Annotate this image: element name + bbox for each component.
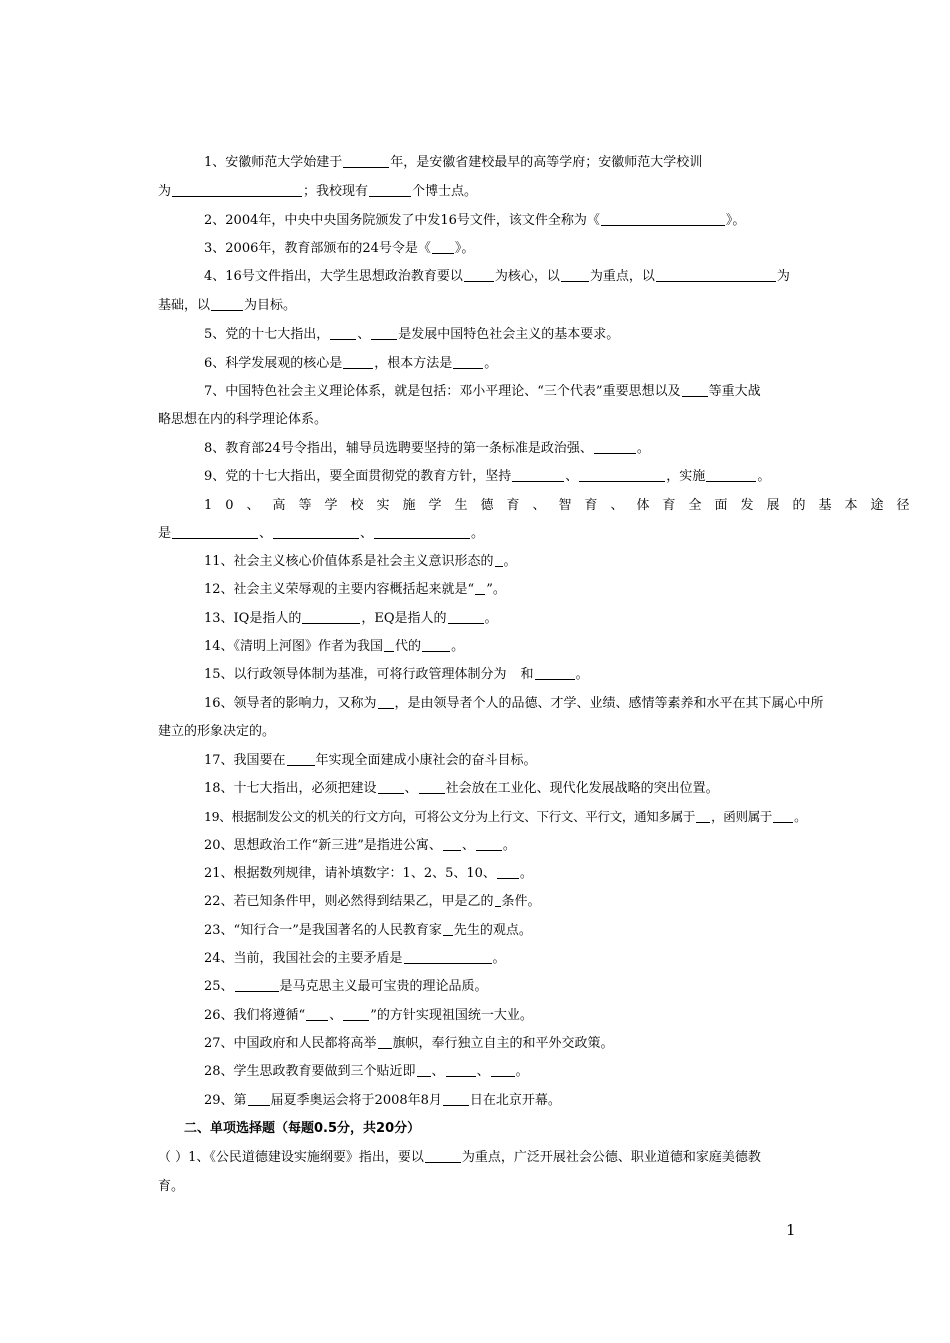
- question-21: 21、根据数列规律，请补填数字：1、2、5、10、 。: [204, 866, 533, 881]
- question-2: 2、2004年，中央中央国务院颁发了中发16号文件，该文件全称为《 》。: [204, 213, 746, 228]
- question-1-line1: 1、安徽师范大学始建于 年，是安徽省建校最早的高等学府；安徽师范大学校训: [204, 155, 703, 170]
- answer-blank: [443, 1096, 469, 1106]
- answer-blank: [306, 1011, 328, 1021]
- page-number: 1: [786, 1221, 796, 1239]
- answer-blank: [432, 244, 454, 254]
- mc-question-1-line1: （ ）1、《公民道德建设实施纲要》指出，要以 为重点，广泛开展社会公德、职业道德和家庭美德教: [158, 1150, 761, 1165]
- question-29: 29、第 届夏季奥运会将于2008年8月 日在北京开幕。: [204, 1093, 561, 1108]
- answer-blank: [235, 982, 279, 992]
- answer-blank: [475, 585, 485, 595]
- answer-blank: [682, 387, 708, 397]
- question-28: 28、学生思政教育要做到三个贴近即 、 、 。: [204, 1064, 529, 1079]
- question-15: 15、以行政领导体制为基准，可将行政管理体制分为 和 。: [204, 667, 589, 682]
- answer-blank: [287, 756, 315, 766]
- question-6: 6、科学发展观的核心是 ，根本方法是 。: [204, 356, 498, 371]
- answer-blank: [330, 330, 356, 340]
- question-10-line2: 是 、 、 。: [158, 526, 485, 541]
- answer-blank: [374, 529, 470, 539]
- answer-blank: [371, 330, 397, 340]
- question-22: 22、若已知条件甲，则必然得到结果乙，甲是乙的 条件。: [204, 894, 541, 909]
- answer-blank: [369, 187, 411, 197]
- answer-blank: [495, 897, 501, 907]
- question-7-line1: 7、中国特色社会主义理论体系，就是包括：邓小平理论、“三个代表”重要思想以及 等重大战: [204, 384, 761, 399]
- question-4-line1: 4、16号文件指出，大学生思想政治教育要以 为核心，以 为重点，以 为: [204, 269, 790, 284]
- question-1-line2: 为 ；我校现有 个博士点。: [158, 184, 478, 199]
- answer-blank: [535, 670, 575, 680]
- question-27: 27、中国政府和人民都将高举 旗帜，奉行独立自主的和平外交政策。: [204, 1036, 614, 1051]
- answer-blank: [343, 158, 389, 168]
- answer-blank: [512, 472, 564, 482]
- answer-blank: [417, 1067, 431, 1077]
- answer-blank: [384, 642, 394, 652]
- question-23: 23、“知行合一”是我国著名的人民教育家 先生的观点。: [204, 923, 532, 938]
- question-9: 9、党的十七大指出，要全面贯彻党的教育方针，坚持 、 ，实施 。: [204, 469, 771, 484]
- question-7-line2: 略思想在内的科学理论体系。: [158, 412, 328, 427]
- answer-blank: [343, 359, 373, 369]
- answer-blank: [404, 954, 492, 964]
- answer-blank: [172, 187, 302, 197]
- answer-blank: [443, 841, 461, 851]
- question-20: 20、思想政治工作“新三进”是指进公寓、 、 。: [204, 838, 516, 853]
- answer-blank: [378, 784, 404, 794]
- answer-blank: [343, 1011, 369, 1021]
- answer-blank: [172, 529, 258, 539]
- question-25: 25、 是马克思主义最可宝贵的理论品质。: [204, 979, 488, 994]
- answer-blank: [561, 272, 589, 282]
- answer-blank: [425, 1153, 461, 1163]
- answer-blank: [446, 1067, 476, 1077]
- section-heading-single-choice: 二、单项选择题（每题0.5分，共20分）: [184, 1121, 421, 1136]
- answer-blank: [476, 841, 502, 851]
- answer-blank: [579, 472, 665, 482]
- answer-blank: [594, 444, 636, 454]
- question-14: 14、《清明上河图》作者为我国 代的 。: [204, 639, 465, 654]
- answer-blank: [378, 699, 394, 709]
- question-26: 26、我们将遵循“ 、 ”的方针实现祖国统一大业。: [204, 1008, 533, 1023]
- question-10-line1: 10、高等学校实施学生德育、智育、体育全面发展的基本途径: [204, 498, 923, 513]
- answer-blank: [497, 869, 519, 879]
- answer-blank: [464, 272, 494, 282]
- answer-blank: [773, 813, 793, 823]
- answer-blank: [448, 614, 484, 624]
- question-16-line1: 16、领导者的影响力，又称为 ，是由领导者个人的品德、才学、业绩、感情等素养和水平在其下属心中所: [204, 696, 824, 711]
- answer-blank: [696, 813, 710, 823]
- question-12: 12、社会主义荣辱观的主要内容概括起来就是“ ”。: [204, 582, 506, 597]
- question-4-line2: 基础，以 为目标。: [158, 298, 297, 313]
- answer-blank: [706, 472, 756, 482]
- question-16-line2: 建立的形象决定的。: [158, 724, 276, 739]
- question-11: 11、社会主义核心价值体系是社会主义意识形态的 。: [204, 554, 517, 569]
- answer-blank: [422, 642, 450, 652]
- answer-blank: [453, 359, 483, 369]
- answer-blank: [656, 272, 776, 282]
- answer-blank: [419, 784, 445, 794]
- question-8: 8、教育部24号令指出，辅导员选聘要坚持的第一条标准是政治强、 。: [204, 441, 650, 456]
- question-17: 17、我国要在 年实现全面建成小康社会的奋斗目标。: [204, 753, 537, 768]
- answer-blank: [491, 1067, 515, 1077]
- question-5: 5、党的十七大指出， 、 是发展中国特色社会主义的基本要求。: [204, 327, 620, 342]
- answer-blank: [302, 614, 360, 624]
- mc-question-1-line2: 育。: [158, 1179, 185, 1194]
- answer-blank: [495, 557, 503, 567]
- answer-blank: [601, 216, 725, 226]
- question-3: 3、2006年，教育部颁布的24号令是《 》。: [204, 241, 475, 256]
- question-19: 19、根据制发公文的机关的行文方向，可将公文分为上行文、下行文、平行文，通知多属于 ，函则属于 。: [204, 809, 807, 824]
- question-13: 13、IQ是指人的 ，EQ是指人的 。: [204, 611, 498, 626]
- answer-blank: [378, 1039, 392, 1049]
- answer-blank: [443, 926, 453, 936]
- answer-blank: [211, 301, 243, 311]
- answer-blank: [248, 1096, 270, 1106]
- question-18: 18、十七大指出，必须把建设 、 社会放在工业化、现代化发展战略的突出位置。: [204, 781, 719, 796]
- question-24: 24、当前，我国社会的主要矛盾是 。: [204, 951, 506, 966]
- answer-blank: [273, 529, 359, 539]
